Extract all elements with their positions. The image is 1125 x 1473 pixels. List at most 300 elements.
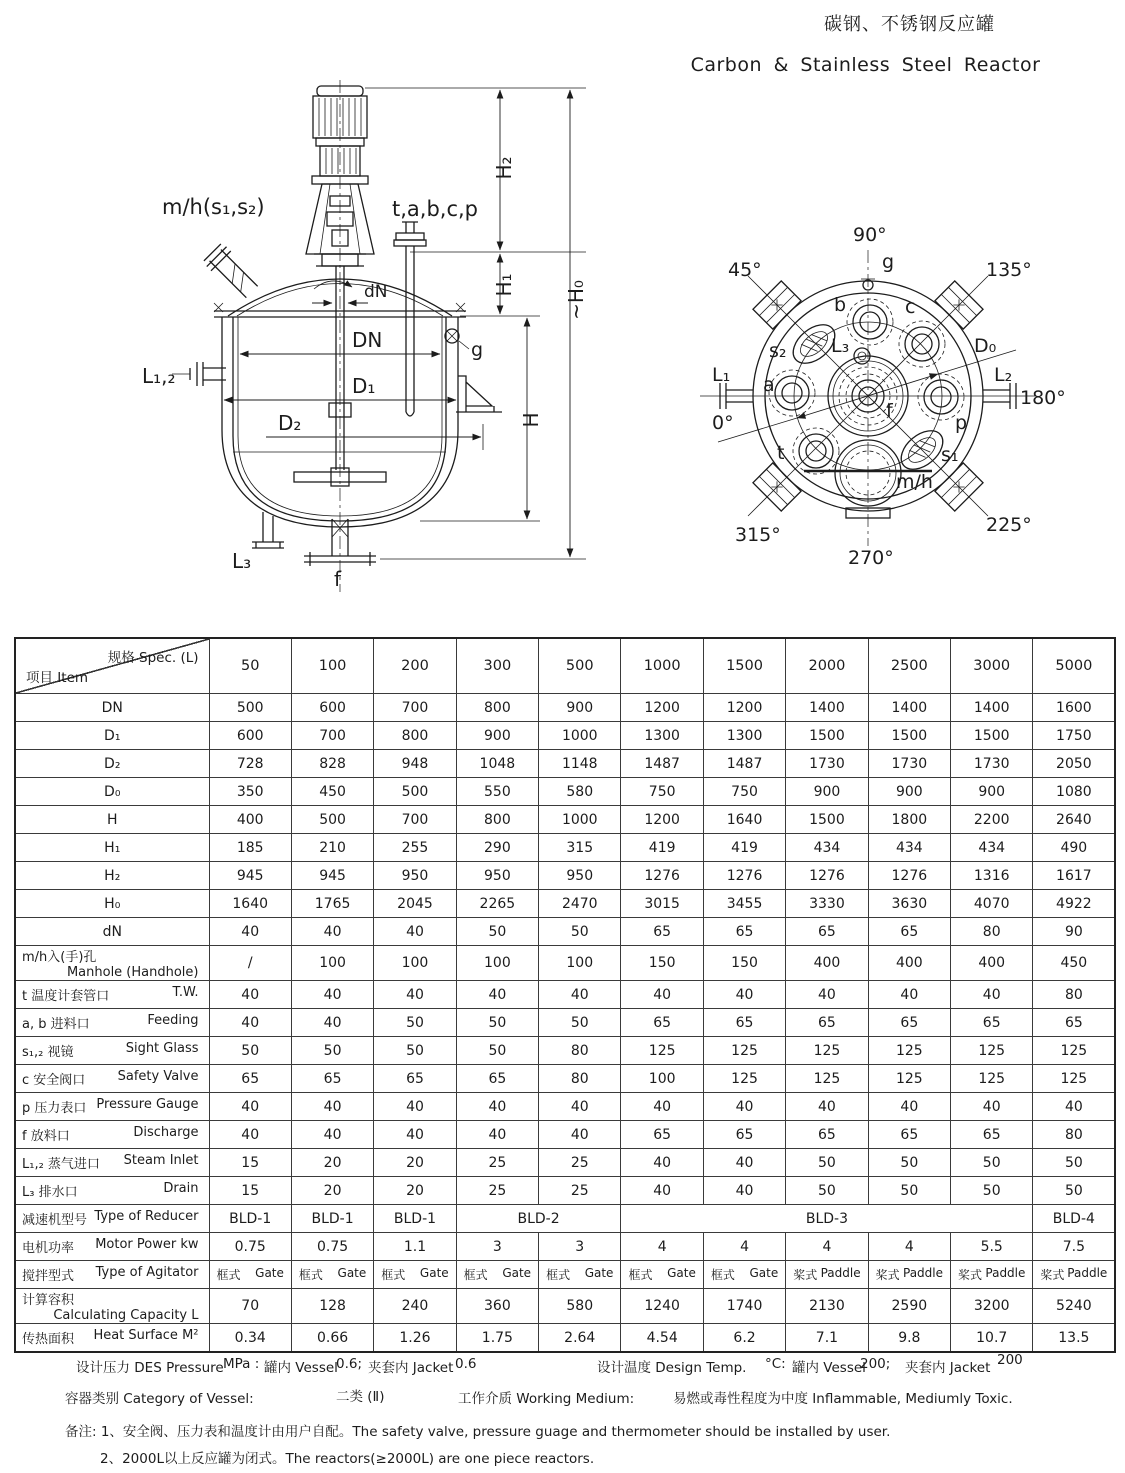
spec-cell: 0.75: [209, 1233, 291, 1261]
spec-cell: 1400: [951, 694, 1033, 722]
spec-row: [15, 1065, 1115, 1093]
spec-cell: 50: [1033, 1177, 1115, 1205]
row-label: c 安全阀口 Safety Valve: [15, 1065, 209, 1093]
spec-cell: 65: [621, 1121, 703, 1149]
row-label: 搅拌型式 Type of Agitator: [15, 1261, 209, 1289]
spec-cell: 1048: [456, 750, 538, 778]
spec-cell: 50: [786, 1177, 868, 1205]
spec-cell: 1730: [786, 750, 868, 778]
spec-cell: 3: [539, 1233, 621, 1261]
spec-cell: 150: [621, 946, 703, 981]
label-d0: D₀: [974, 335, 997, 357]
spec-row: [15, 1037, 1115, 1065]
spec-cell: 90: [1033, 918, 1115, 946]
spec-cell: 40: [951, 981, 1033, 1009]
spec-cell: 4: [703, 1233, 785, 1261]
label-a: a: [763, 374, 775, 396]
spec-cell: 125: [951, 1037, 1033, 1065]
spec-cell: 2265: [456, 890, 538, 918]
vessel-temp-value: 200;: [860, 1356, 891, 1372]
spec-cell: BLD-4: [1033, 1205, 1115, 1233]
spec-cell: 2045: [374, 890, 456, 918]
spec-cell: 1500: [786, 806, 868, 834]
spec-row: [15, 1205, 1115, 1233]
g-boss: [445, 329, 469, 349]
row-label: 传热面积 Heat Surface M²: [15, 1324, 209, 1353]
label-l3-top: L₃: [831, 335, 850, 357]
spec-cell: 7.1: [786, 1324, 868, 1353]
spec-cell: 1316: [951, 862, 1033, 890]
steam-inlet-nozzle: [172, 362, 226, 386]
label-f-top: f: [886, 400, 893, 422]
spec-cell: 800: [456, 806, 538, 834]
row-label: t 温度计套管口 T.W.: [15, 981, 209, 1009]
spec-cell: 框式 Gate: [703, 1261, 785, 1289]
spec-cell: 50: [374, 1037, 456, 1065]
spec-row: [15, 862, 1115, 890]
column-header: 1000: [621, 638, 703, 694]
spec-cell: 50: [868, 1149, 950, 1177]
spec-cell: 2640: [1033, 806, 1115, 834]
spec-cell: 185: [209, 834, 291, 862]
spec-cell: 桨式 Paddle: [951, 1261, 1033, 1289]
dimension-lines: [224, 88, 586, 559]
thermowell-nozzle: [394, 222, 426, 416]
spec-table-grid: [14, 637, 1116, 1353]
spec-cell: 1.75: [456, 1324, 538, 1353]
spec-cell: 40: [374, 981, 456, 1009]
spec-cell: 1765: [291, 890, 373, 918]
column-header: 50: [209, 638, 291, 694]
spec-cell: 65: [291, 1065, 373, 1093]
spec-cell: 40: [703, 1177, 785, 1205]
manhole-nozzle: [203, 243, 262, 302]
label-180deg: 180°: [1020, 387, 1066, 409]
spec-cell: 50: [374, 1009, 456, 1037]
spec-cell: 360: [456, 1289, 538, 1324]
label-manhole-nozzles: m/h(s₁,s₂): [162, 195, 265, 219]
spec-row: [15, 918, 1115, 946]
row-label: L₃ 排水口 Drain: [15, 1177, 209, 1205]
spec-cell: 框式 Gate: [209, 1261, 291, 1289]
spec-cell: 1300: [621, 722, 703, 750]
vessel-category-value: 二类 (Ⅱ): [336, 1389, 385, 1405]
spec-row: [15, 1261, 1115, 1289]
label-270deg: 270°: [848, 547, 894, 569]
spec-cell: 15: [209, 1149, 291, 1177]
spec-cell: 40: [621, 1093, 703, 1121]
working-medium-value: 易燃或毒性程度为中度 Inflammable, Mediumly Toxic.: [673, 1391, 1013, 1407]
spec-cell: 1640: [703, 806, 785, 834]
spec-cell: 125: [703, 1065, 785, 1093]
spec-cell: 70: [209, 1289, 291, 1324]
label-h0: ~H₀: [564, 280, 588, 320]
spec-row: [15, 778, 1115, 806]
row-label: p 压力表口 Pressure Gauge: [15, 1093, 209, 1121]
spec-cell: 100: [539, 946, 621, 981]
spec-cell: 434: [786, 834, 868, 862]
spec-cell: 0.34: [209, 1324, 291, 1353]
spec-cell: 290: [456, 834, 538, 862]
label-top-nozzles: t,a,b,c,p: [392, 197, 479, 221]
spec-cell: 1400: [786, 694, 868, 722]
spec-cell: 4: [621, 1233, 703, 1261]
spec-cell: 65: [703, 1009, 785, 1037]
spec-cell: 1600: [1033, 694, 1115, 722]
design-temp-label: 设计温度 Design Temp.: [597, 1360, 747, 1376]
spec-cell: 1640: [209, 890, 291, 918]
spec-cell: 2590: [868, 1289, 950, 1324]
label-h2: H₂: [492, 156, 516, 180]
spec-row: [15, 1009, 1115, 1037]
spec-cell: 128: [291, 1289, 373, 1324]
spec-cell: 2.64: [539, 1324, 621, 1353]
spec-cell: 框式 Gate: [291, 1261, 373, 1289]
spec-cell: 65: [374, 1065, 456, 1093]
spec-cell: 65: [209, 1065, 291, 1093]
label-g-side: g: [471, 339, 484, 361]
row-label: m/h入(手)孔 Manhole (Handhole): [15, 946, 209, 981]
spec-cell: 20: [291, 1149, 373, 1177]
spec-cell: 800: [456, 694, 538, 722]
spec-cell: 450: [1033, 946, 1115, 981]
spec-cell: 1200: [621, 694, 703, 722]
spec-cell: 1080: [1033, 778, 1115, 806]
spec-cell: 490: [1033, 834, 1115, 862]
spec-cell: 2470: [539, 890, 621, 918]
label-l12: L₁,₂: [142, 364, 176, 388]
row-label: H₀: [15, 890, 209, 918]
spec-cell: 65: [951, 1121, 1033, 1149]
spec-row: [15, 1093, 1115, 1121]
spec-cell: 900: [786, 778, 868, 806]
spec-cell: 828: [291, 750, 373, 778]
spec-cell: 65: [703, 1121, 785, 1149]
label-225deg: 225°: [986, 514, 1032, 536]
spec-cell: 5.5: [951, 1233, 1033, 1261]
spec-cell: 1200: [703, 694, 785, 722]
spec-cell: 框式 Gate: [621, 1261, 703, 1289]
spec-cell: 3630: [868, 890, 950, 918]
working-medium-label: 工作介质 Working Medium:: [458, 1391, 635, 1407]
column-header: 3000: [951, 638, 1033, 694]
spec-cell: 6.2: [703, 1324, 785, 1353]
spec-cell: 0.66: [291, 1324, 373, 1353]
spec-cell: 240: [374, 1289, 456, 1324]
spec-cell: 7.5: [1033, 1233, 1115, 1261]
label-45deg: 45°: [728, 259, 762, 281]
spec-cell: 框式 Gate: [456, 1261, 538, 1289]
row-label: DN: [15, 694, 209, 722]
label-c: c: [905, 296, 916, 318]
spec-cell: 50: [456, 1009, 538, 1037]
spec-cell: 434: [868, 834, 950, 862]
column-header: 1500: [703, 638, 785, 694]
vessel-pressure-value: 0.6;: [336, 1356, 363, 1372]
spec-cell: 700: [374, 694, 456, 722]
spec-cell: 50: [456, 918, 538, 946]
spec-cell: 40: [291, 1093, 373, 1121]
spec-cell: 125: [703, 1037, 785, 1065]
row-label: H: [15, 806, 209, 834]
spec-cell: 100: [621, 1065, 703, 1093]
spec-cell: 50: [209, 1037, 291, 1065]
spec-cell: 900: [868, 778, 950, 806]
spec-cell: 5240: [1033, 1289, 1115, 1324]
spec-cell: 1800: [868, 806, 950, 834]
spec-cell: 945: [291, 862, 373, 890]
spec-cell: 350: [209, 778, 291, 806]
spec-cell: 550: [456, 778, 538, 806]
spec-cell: 800: [374, 722, 456, 750]
spec-cell: 80: [951, 918, 1033, 946]
spec-cell: 50: [539, 918, 621, 946]
spec-cell: 40: [703, 1149, 785, 1177]
spec-cell: BLD-3: [621, 1205, 1033, 1233]
spec-cell: 400: [209, 806, 291, 834]
spec-cell: 3455: [703, 890, 785, 918]
label-h1: H₁: [492, 273, 516, 297]
spec-cell: 4070: [951, 890, 1033, 918]
page-title-chinese: 碳钢、不锈钢反应罐: [824, 14, 995, 35]
spec-cell: 4.54: [621, 1324, 703, 1353]
spec-cell: 700: [374, 806, 456, 834]
label-90deg: 90°: [853, 224, 887, 246]
spec-row: [15, 890, 1115, 918]
spec-cell: 950: [374, 862, 456, 890]
label-135deg: 135°: [986, 259, 1032, 281]
spec-cell: 65: [1033, 1009, 1115, 1037]
spec-cell: 3: [456, 1233, 538, 1261]
spec-cell: 65: [868, 1121, 950, 1149]
spec-cell: 125: [868, 1037, 950, 1065]
label-s2: s₂: [769, 340, 787, 362]
spec-cell: 40: [703, 981, 785, 1009]
spec-cell: 65: [621, 1009, 703, 1037]
spec-cell: 1200: [621, 806, 703, 834]
label-d2: D₂: [278, 411, 302, 435]
spec-cell: 65: [456, 1065, 538, 1093]
row-label: D₁: [15, 722, 209, 750]
spec-cell: 40: [374, 918, 456, 946]
spec-cell: 40: [868, 1093, 950, 1121]
spec-cell: 25: [456, 1149, 538, 1177]
jacket-temp-label: 夹套内 Jacket: [905, 1360, 991, 1376]
spec-cell: 400: [786, 946, 868, 981]
spec-cell: 4922: [1033, 890, 1115, 918]
spec-cell: BLD-1: [209, 1205, 291, 1233]
spec-cell: 434: [951, 834, 1033, 862]
note-2: 2、2000L以上反应罐为闭式。The reactors(≥2000L) are one piece reactors.: [100, 1451, 595, 1467]
spec-cell: 2050: [1033, 750, 1115, 778]
row-label: H₂: [15, 862, 209, 890]
spec-cell: BLD-1: [291, 1205, 373, 1233]
spec-cell: 1300: [703, 722, 785, 750]
spec-cell: 1276: [621, 862, 703, 890]
spec-cell: 0.75: [291, 1233, 373, 1261]
spec-cell: 1400: [868, 694, 950, 722]
spec-cell: BLD-2: [456, 1205, 621, 1233]
spec-cell: 40: [951, 1093, 1033, 1121]
spec-cell: 419: [621, 834, 703, 862]
spec-cell: 桨式 Paddle: [786, 1261, 868, 1289]
label-dn: DN: [352, 328, 383, 352]
label-dn-shaft: dN: [364, 282, 388, 302]
spec-cell: 900: [951, 778, 1033, 806]
spec-row: [15, 750, 1115, 778]
spec-cell: 20: [291, 1177, 373, 1205]
spec-cell: 框式 Gate: [374, 1261, 456, 1289]
spec-cell: 1500: [868, 722, 950, 750]
spec-cell: 40: [209, 981, 291, 1009]
spec-cell: 4: [868, 1233, 950, 1261]
spec-cell: 80: [1033, 1121, 1115, 1149]
spec-cell: 900: [539, 694, 621, 722]
spec-cell: 50: [951, 1149, 1033, 1177]
label-mh: m/h: [896, 471, 933, 493]
spec-cell: 40: [291, 918, 373, 946]
spec-row: [15, 981, 1115, 1009]
spec-row: [15, 946, 1115, 981]
spec-row: [15, 694, 1115, 722]
spec-cell: 40: [456, 1093, 538, 1121]
spec-cell: BLD-1: [374, 1205, 456, 1233]
spec-row: [15, 1324, 1115, 1353]
column-header: 500: [539, 638, 621, 694]
label-l3-side: L₃: [232, 549, 252, 573]
spec-cell: 1000: [539, 806, 621, 834]
spec-cell: 40: [291, 1009, 373, 1037]
spec-cell: 50: [951, 1177, 1033, 1205]
spec-cell: 40: [209, 1121, 291, 1149]
spec-cell: 80: [539, 1065, 621, 1093]
spec-cell: 13.5: [1033, 1324, 1115, 1353]
spec-cell: 580: [539, 778, 621, 806]
column-header: 200: [374, 638, 456, 694]
spec-cell: 2200: [951, 806, 1033, 834]
label-p: p: [955, 412, 968, 434]
row-label: 计算容积 Calculating Capacity L: [15, 1289, 209, 1324]
spec-cell: 25: [539, 1177, 621, 1205]
spec-cell: 40: [621, 1177, 703, 1205]
spec-cell: 40: [374, 1093, 456, 1121]
spec-cell: 40: [786, 981, 868, 1009]
spec-cell: 210: [291, 834, 373, 862]
spec-cell: 1500: [951, 722, 1033, 750]
spec-cell: 40: [456, 981, 538, 1009]
spec-cell: 50: [786, 1149, 868, 1177]
spec-cell: 9.8: [868, 1324, 950, 1353]
spec-cell: 40: [209, 1093, 291, 1121]
label-d1: D₁: [352, 374, 376, 398]
vessel-temp-label: 罐内 Vessel: [792, 1360, 866, 1376]
spec-cell: 945: [209, 862, 291, 890]
label-t: t: [777, 442, 785, 464]
top-view-drawing: [700, 224, 1066, 569]
spec-cell: 900: [456, 722, 538, 750]
engineering-drawings: [0, 0, 1125, 625]
spec-cell: 40: [621, 981, 703, 1009]
spec-cell: 750: [621, 778, 703, 806]
spec-cell: 40: [621, 1149, 703, 1177]
jacket-temp-value: 200: [997, 1352, 1023, 1368]
spec-cell: 100: [291, 946, 373, 981]
spec-cell: 桨式 Paddle: [868, 1261, 950, 1289]
column-header: 5000: [1033, 638, 1115, 694]
label-g-top: g: [882, 251, 895, 273]
spec-cell: 1240: [621, 1289, 703, 1324]
spec-cell: 40: [209, 1009, 291, 1037]
spec-cell: 40: [209, 918, 291, 946]
support-lug: [456, 376, 502, 412]
spec-cell: 750: [703, 778, 785, 806]
spec-cell: 40: [456, 1121, 538, 1149]
spec-cell: 1730: [951, 750, 1033, 778]
spec-cell: 1740: [703, 1289, 785, 1324]
spec-cell: 1276: [703, 862, 785, 890]
spec-cell: 2130: [786, 1289, 868, 1324]
spec-cell: 65: [868, 918, 950, 946]
spec-cell: 315: [539, 834, 621, 862]
spec-cell: 40: [539, 981, 621, 1009]
spec-cell: 65: [621, 918, 703, 946]
spec-cell: 125: [786, 1037, 868, 1065]
spec-cell: 600: [209, 722, 291, 750]
spec-cell: 580: [539, 1289, 621, 1324]
spec-cell: 3015: [621, 890, 703, 918]
spec-row: [15, 806, 1115, 834]
spec-cell: 65: [951, 1009, 1033, 1037]
spec-row: [15, 834, 1115, 862]
spec-cell: 3330: [786, 890, 868, 918]
spec-cell: 125: [868, 1065, 950, 1093]
label-0deg: 0°: [712, 412, 734, 434]
spec-row: [15, 1149, 1115, 1177]
spec-cell: 1276: [786, 862, 868, 890]
spec-cell: 150: [703, 946, 785, 981]
spec-cell: 40: [291, 981, 373, 1009]
spec-cell: 1000: [539, 722, 621, 750]
spec-cell: 40: [291, 1121, 373, 1149]
row-label: D₂: [15, 750, 209, 778]
row-label: L₁,₂ 蒸气进口 Steam Inlet: [15, 1149, 209, 1177]
spec-cell: 125: [786, 1065, 868, 1093]
design-temp-unit: °C:: [765, 1356, 786, 1372]
spec-cell: 65: [703, 918, 785, 946]
row-label: s₁,₂ 视镜 Sight Glass: [15, 1037, 209, 1065]
spec-cell: 400: [951, 946, 1033, 981]
spec-cell: 桨式 Paddle: [1033, 1261, 1115, 1289]
column-header: 2000: [786, 638, 868, 694]
spec-cell: 125: [951, 1065, 1033, 1093]
spec-cell: 3200: [951, 1289, 1033, 1324]
column-header: 2500: [868, 638, 950, 694]
spec-cell: 15: [209, 1177, 291, 1205]
spec-cell: 125: [1033, 1037, 1115, 1065]
spec-cell: 1500: [786, 722, 868, 750]
spec-cell: 80: [539, 1037, 621, 1065]
spec-cell: 600: [291, 694, 373, 722]
spec-cell: 419: [703, 834, 785, 862]
note-1: 备注: 1、安全阀、压力表和温度计由用户自配。The safety valve, pressure guage and thermometer should be installed by user.: [65, 1424, 891, 1440]
spec-row: [15, 722, 1115, 750]
spec-cell: 700: [291, 722, 373, 750]
label-b: b: [834, 294, 847, 316]
spec-cell: 10.7: [951, 1324, 1033, 1353]
spec-cell: 255: [374, 834, 456, 862]
spec-cell: 1730: [868, 750, 950, 778]
label-l2: L₂: [994, 364, 1013, 386]
